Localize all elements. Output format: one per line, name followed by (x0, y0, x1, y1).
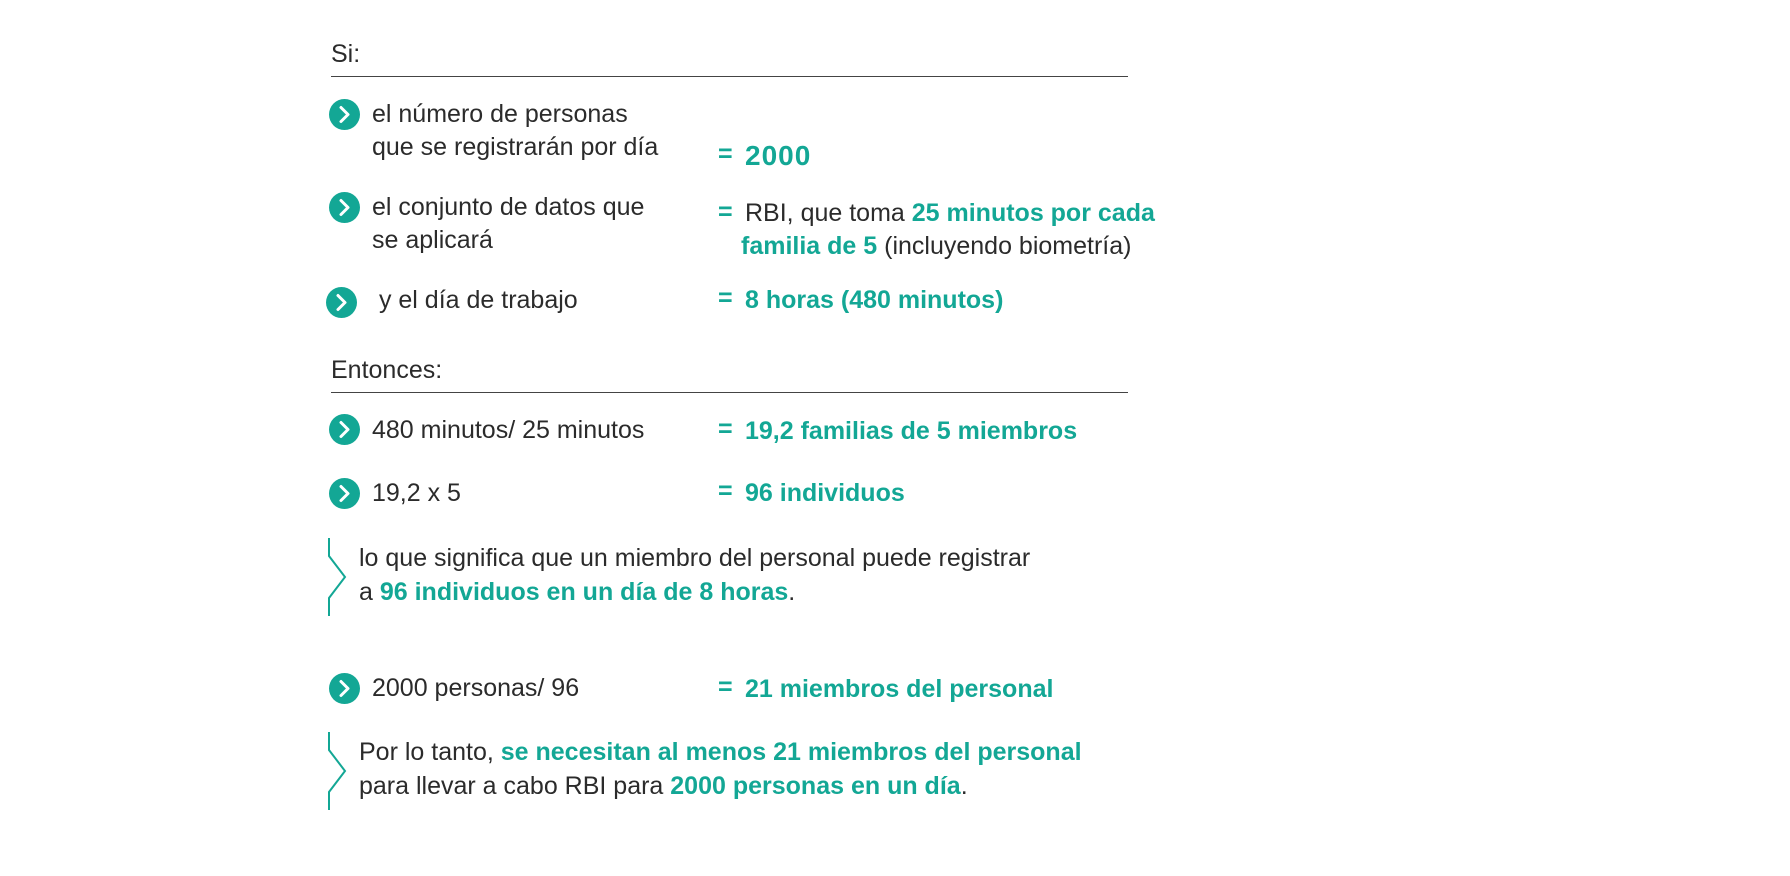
value-highlight: 25 minutos por cada (911, 199, 1155, 227)
equals-sign: = (718, 140, 733, 168)
row-label-dia-trabajo: y el día de trabajo (372, 286, 578, 314)
note-line: lo que significa que un miembro del personal puede registrar (359, 544, 1031, 572)
chevron-right-circle-icon (329, 192, 360, 223)
row-value-dia-trabajo: 8 horas (480 minutos) (745, 286, 1004, 314)
equals-sign: = (718, 673, 733, 701)
equals-sign: = (718, 198, 733, 226)
note-highlight: se necesitan al menos 21 miembros del personal (500, 738, 1082, 766)
row-value-familias: 19,2 familias de 5 miembros (745, 417, 1078, 445)
equals-sign: = (718, 284, 733, 312)
row-label-personas: el número de personas (372, 100, 628, 128)
row-label-personas-line2: que se registrarán por día (372, 133, 659, 161)
angle-bracket-icon (326, 538, 348, 616)
row-label-multiplicacion: 19,2 x 5 (372, 479, 461, 507)
section-divider-entonces (331, 392, 1128, 393)
row-value-individuos: 96 individuos (745, 479, 905, 507)
chevron-right-circle-icon (329, 478, 360, 509)
section-heading-si: Si: (331, 40, 361, 68)
chevron-right-circle-icon (329, 414, 360, 445)
note-line: Por lo tanto, se necesitan al menos 21 miembros del personal (359, 738, 1082, 766)
row-value-datos-line2: familia de 5 (incluyendo biometría) (741, 232, 1132, 260)
row-label-datos-line2: se aplicará (372, 226, 493, 254)
chevron-right-circle-icon (326, 287, 357, 318)
value-highlight: familia de 5 (741, 232, 878, 260)
row-value-datos-line1: RBI, que toma 25 minutos por cada (745, 199, 1155, 227)
row-value-personas: 2000 (745, 140, 812, 171)
section-heading-entonces: Entonces: (331, 356, 443, 384)
section-divider-si (331, 76, 1128, 77)
angle-bracket-icon (326, 732, 348, 810)
note-highlight: 2000 personas en un día (670, 772, 961, 800)
chevron-right-circle-icon (329, 673, 360, 704)
row-label-minutos: 480 minutos/ 25 minutos (372, 416, 645, 444)
equals-sign: = (718, 477, 733, 505)
note-highlight: 96 individuos en un día de 8 horas (379, 578, 789, 606)
row-value-miembros: 21 miembros del personal (745, 675, 1054, 703)
chevron-right-circle-icon (329, 99, 360, 130)
row-label-personas-96: 2000 personas/ 96 (372, 674, 580, 702)
note-line: para llevar a cabo RBI para 2000 personas en un día. (359, 772, 968, 800)
row-label-datos: el conjunto de datos que (372, 193, 645, 221)
equals-sign: = (718, 415, 733, 443)
note-line: a 96 individuos en un día de 8 horas. (359, 578, 796, 606)
